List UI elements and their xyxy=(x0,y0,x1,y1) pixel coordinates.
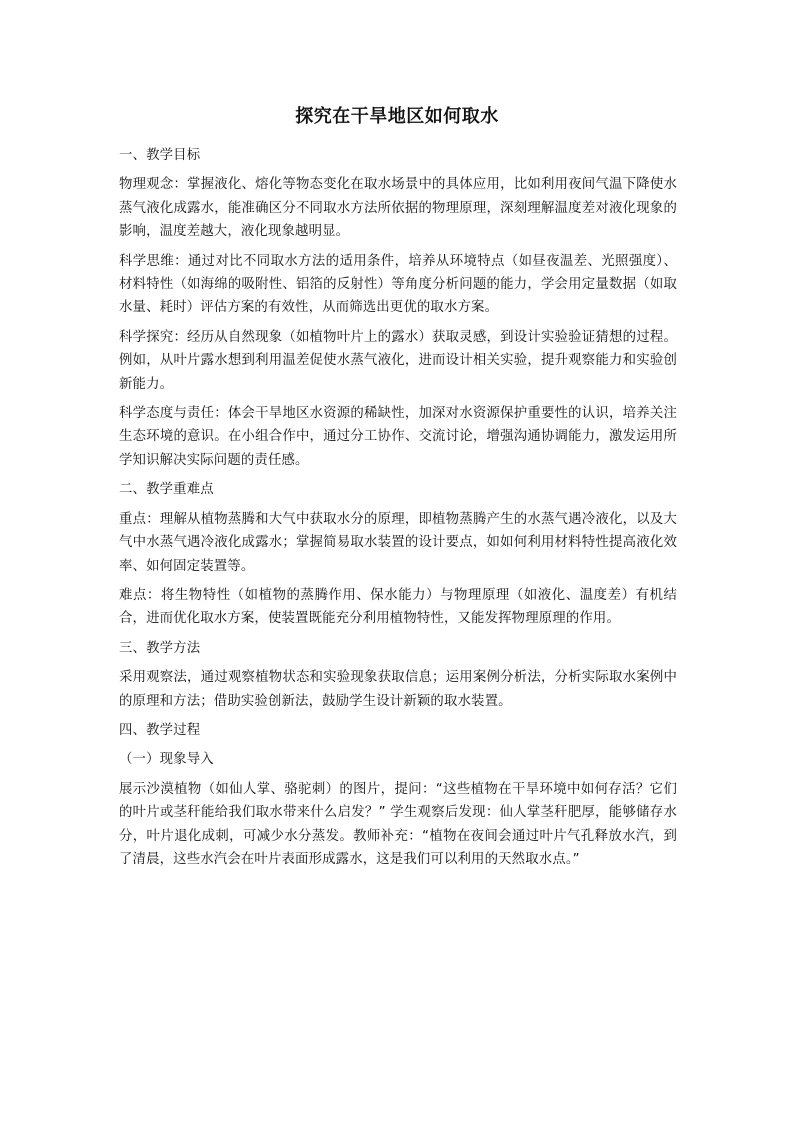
section-heading-process: 四、教学过程 xyxy=(119,722,201,738)
paragraph-goal-inquiry: 科学探究：经历从自然现象（如植物叶片上的露水）获取灵感，到设计实验验证猜想的过程。例如，从叶片露水想到利用温差促使水蒸气液化，进而设计相关实验，提升观察能力和实验创新能力。 xyxy=(119,329,677,392)
paragraph-goal-attitude: 科学态度与责任：体会干旱地区水资源的稀缺性，加深对水资源保护重要性的认识，培养关注生态环境的意识。在小组合作中，通过分工协作、交流讨论，增强沟通协调能力，激发运用所学知识解决实际问题的责任感。 xyxy=(119,406,677,468)
section-heading-goals: 一、教学目标 xyxy=(119,148,201,163)
paragraph-intro: 展示沙漠植物（如仙人掌、骆驼刺）的图片，提问：“这些植物在干旱环境中如何存活？它们的叶片或茎秆能给我们取水带来什么启发？” 学生观察后发现：仙人掌茎秆肥厚，能够储存水分，叶片退化成刺，可减少水分蒸发。教师补充：“植物在夜间会通过叶片气孔释放水汽，到了清晨，这些水汽会在叶片表面形成露水，这是我们可以利用的天然取水点。” xyxy=(119,781,677,867)
paragraph-key-point: 重点：理解从植物蒸腾和大气中获取水分的原理，即植物蒸腾产生的水蒸气遇冷液化，以及大气中水蒸气遇冷液化成露水；掌握简易取水装置的设计要点，如如何利用材料特性提高液化效率、如何固定装置等。 xyxy=(119,511,677,574)
paragraph-goal-physics: 物理观念：掌握液化、熔化等物态变化在取水场景中的具体应用，比如利用夜间气温下降使水蒸气液化成露水，能准确区分不同取水方法所依据的物理原理，深刻理解温度差对液化现象的影响，温度差越大，液化现象越明显。 xyxy=(119,177,677,240)
subsection-heading-intro: （一）现象导入 xyxy=(119,752,214,768)
document-title: 探究在干旱地区如何取水 xyxy=(295,106,499,127)
section-heading-keypoints: 二、教学重难点 xyxy=(119,482,214,498)
section-heading-methods: 三、教学方法 xyxy=(119,640,201,656)
paragraph-goal-thinking: 科学思维：通过对比不同取水方法的适用条件，培养从环境特点（如昼夜温差、光照强度）、材料特性（如海绵的吸附性、铝箔的反射性）等角度分析问题的能力，学会用定量数据（如取水量、耗时）评估方案的有效性，从而筛选出更优的取水方案。 xyxy=(119,253,677,316)
document-body xyxy=(119,144,677,877)
paragraph-methods: 采用观察法，通过观察植物状态和实验现象获取信息；运用案例分析法，分析实际取水案例中的原理和方法；借助实验创新法，鼓励学生设计新颖的取水装置。 xyxy=(119,670,677,709)
paragraph-difficult-point: 难点：将生物特性（如植物的蒸腾作用、保水能力）与物理原理（如液化、温度差）有机结合，进而优化取水方案，使装置既能充分利用植物特性，又能发挥物理原理的作用。 xyxy=(119,587,677,627)
